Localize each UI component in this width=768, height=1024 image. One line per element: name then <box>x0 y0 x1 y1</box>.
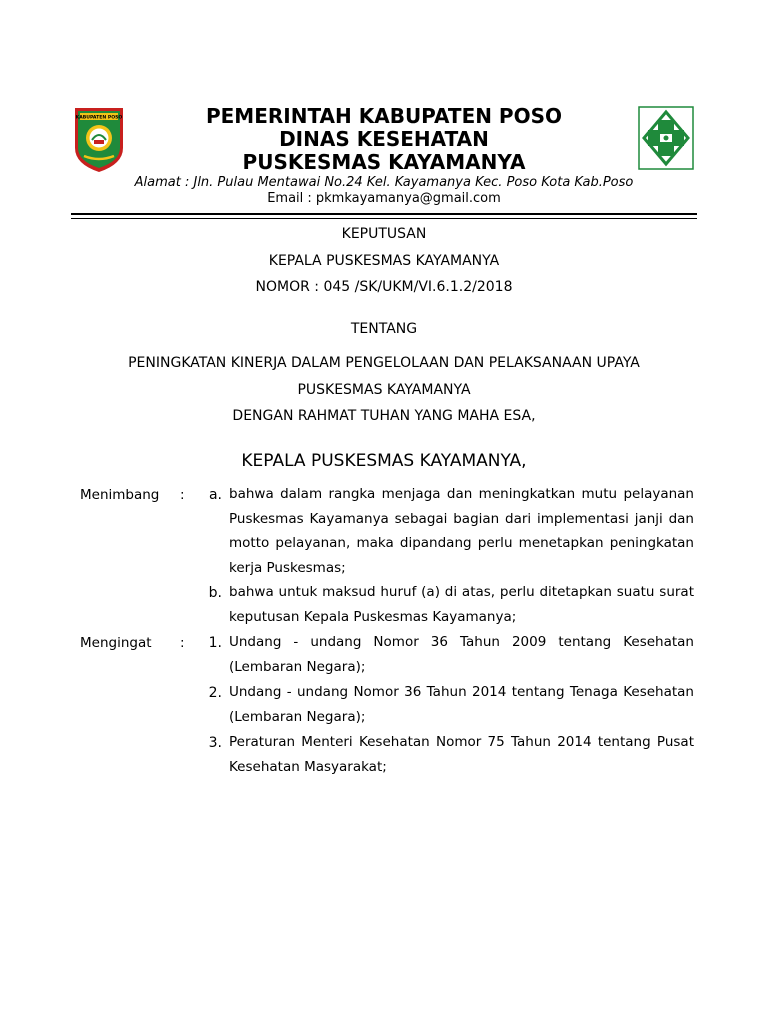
menimbang-marker-a: a. <box>208 487 222 503</box>
blessing-line: DENGAN RAHMAT TUHAN YANG MAHA ESA, <box>232 408 536 424</box>
regency-emblem-logo <box>72 104 126 174</box>
menimbang-marker-b: b. <box>208 585 222 601</box>
menimbang-item-a: bahwa dalam rangka menjaga dan meningkatkan mutu pelayanan Puskesmas Kayamanya sebagai bagian dari implementasi janji dan motto pelayanan, maka dipandang perlu menetapkan peningkatan kerja Puskesmas; <box>229 486 694 576</box>
letterhead-divider-thick <box>71 213 697 215</box>
mengingat-item-3: Peraturan Menteri Kesehatan Nomor 75 Tahun 2014 tentang Pusat Kesehatan Masyarakat; <box>229 734 694 775</box>
mengingat-item-1: Undang - undang Nomor 36 Tahun 2009 tentang Kesehatan (Lembaran Negara); <box>229 634 694 675</box>
header-government: PEMERINTAH KABUPATEN POSO <box>205 104 562 128</box>
header-department: DINAS KESEHATAN <box>279 127 489 151</box>
decree-title: KEPUTUSAN <box>341 226 427 242</box>
subject-line-2: PUSKESMAS KAYAMANYA <box>297 382 471 398</box>
puskesmas-logo <box>638 106 694 170</box>
about-heading: TENTANG <box>350 321 418 337</box>
mengingat-label: Mengingat <box>80 635 152 651</box>
menimbang-colon: : <box>180 487 185 503</box>
menimbang-label: Menimbang <box>80 487 160 503</box>
menimbang-item-b: bahwa untuk maksud huruf (a) di atas, perlu ditetapkan suatu surat keputusan Kepala Puskesmas Kayamanya; <box>229 584 694 625</box>
issuer-heading: KEPALA PUSKESMAS KAYAMANYA, <box>241 451 527 471</box>
mengingat-marker-3: 3. <box>208 735 222 751</box>
emblem-label: KABUPATEN POSO <box>75 115 123 121</box>
header-address: Alamat : Jln. Pulau Mentawai No.24 Kel. Kayamanya Kec. Poso Kota Kab.Poso <box>134 175 634 190</box>
decree-issuer: KEPALA PUSKESMAS KAYAMANYA <box>268 253 500 269</box>
mengingat-colon: : <box>180 635 185 651</box>
mengingat-marker-1: 1. <box>208 635 222 651</box>
header-email: Email : pkmkayamanya@gmail.com <box>267 191 501 206</box>
letterhead-divider-thin <box>71 218 697 219</box>
header-institution: PUSKESMAS KAYAMANYA <box>242 150 526 174</box>
mengingat-marker-2: 2. <box>208 685 222 701</box>
subject-line-1: PENINGKATAN KINERJA DALAM PENGELOLAAN DAN PELAKSANAAN UPAYA <box>128 355 640 371</box>
mengingat-item-2: Undang - undang Nomor 36 Tahun 2014 tentang Tenaga Kesehatan (Lembaran Negara); <box>229 684 694 725</box>
decree-number: NOMOR : 045 /SK/UKM/VI.6.1.2/2018 <box>255 279 513 295</box>
